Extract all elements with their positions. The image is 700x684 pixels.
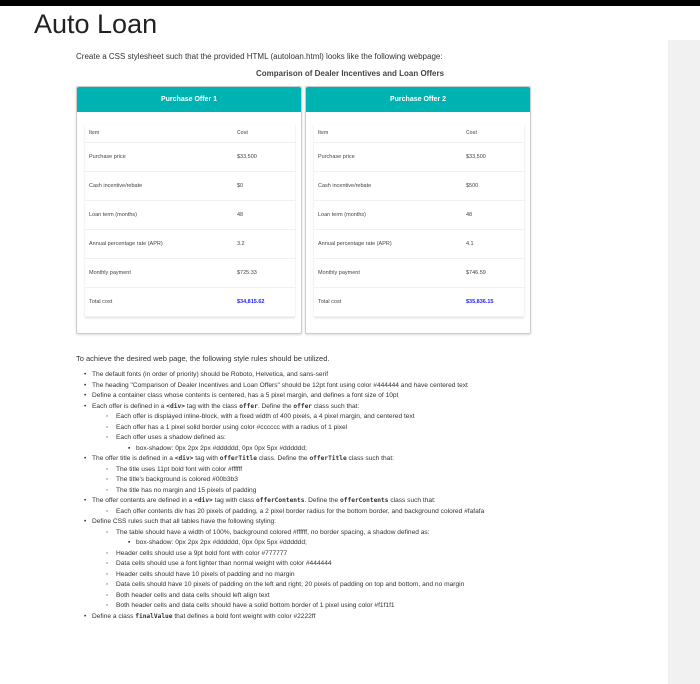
rule-text: Both header cells and data cells should left align text [116, 591, 270, 599]
rule-text: Header cells should have 10 pixels of padding and no margin [116, 570, 295, 578]
rule-text: class such that: [346, 455, 394, 462]
table-row [85, 287, 295, 316]
rule-text: . Define the [257, 402, 294, 410]
table-row [85, 258, 295, 287]
rule-code: <div> [166, 402, 185, 410]
table-row [314, 200, 524, 229]
cost-cell: $746.59 [426, 258, 524, 287]
rule-code: offerContents [256, 497, 305, 504]
rule-subitem [80, 549, 660, 560]
rule-item [80, 517, 660, 528]
rule-code: offer [239, 402, 258, 410]
rule-code: offerTitle [219, 455, 258, 462]
rule-subitem [80, 591, 660, 602]
rule-item [80, 370, 660, 381]
rule-subitem [80, 486, 660, 497]
cost-cell: $33,500 [426, 142, 524, 171]
header-item: Item [85, 124, 197, 142]
rule-subitem [80, 423, 660, 434]
rule-subsubitem [80, 444, 660, 455]
offer-title: Purchase Offer 2 [306, 87, 530, 112]
rule-text: The default fonts (in order of priority) should be Roboto, Helvetica, and sans-serif [92, 371, 329, 378]
rule-text: Define a container class whose contents is centered, has a 5 pixel margin, and defines a font size of 10pt [92, 392, 399, 399]
rule-item [80, 402, 660, 413]
rule-code: offerContents [340, 497, 389, 504]
rule-text: Each offer is defined in a [92, 402, 167, 410]
rule-text: that defines a bold font weight with color #2222ff [172, 612, 316, 620]
rule-subitem [80, 475, 660, 486]
rule-text: Data cells should use a font lighter than normal weight with color #444444 [116, 560, 332, 567]
table-row [314, 171, 524, 200]
rule-text: Each offer has a 1 pixel solid border using color #cccccc with a radius of 1 pixel [116, 423, 348, 431]
item-cell: Purchase price [85, 142, 197, 171]
cost-cell: $33,500 [197, 142, 295, 171]
cost-cell: 4.1 [426, 229, 524, 258]
rule-subitem [80, 412, 660, 423]
rule-code: <div> [194, 497, 213, 504]
rules-description: To achieve the desired web page, the following style rules should be utilized. [76, 354, 330, 363]
header-cost: Cost [197, 124, 295, 142]
intro-text: Create a CSS stylesheet such that the provided HTML (autoloan.html) looks like the following webpage: [76, 52, 443, 61]
final-value-cell: $35,836.15 [426, 287, 524, 316]
cost-cell: 48 [197, 200, 295, 229]
offer-card-1 [76, 86, 302, 334]
item-cell: Loan term (months) [85, 200, 197, 229]
rule-subitem [80, 507, 660, 518]
rule-text: Both header cells and data cells should have a solid bottom border of 1 pixel using color #f1f1f1 [116, 602, 395, 609]
item-cell: Purchase price [314, 142, 426, 171]
table-header-row [85, 124, 295, 142]
right-margin-strip [668, 40, 700, 684]
table-row [314, 229, 524, 258]
cost-cell: $0 [197, 171, 295, 200]
rule-text: The title's background is colored #00b3b3 [116, 476, 238, 483]
rule-text: Data cells should have 10 pixels of padding on the left and right, 20 pixels of padding on top and bottom, and no margin [116, 581, 465, 588]
rule-text: Header cells should use a 9pt bold font with color #777777 [116, 549, 288, 557]
offer-table [314, 124, 524, 317]
cost-cell: $500 [426, 171, 524, 200]
rule-item [80, 454, 660, 465]
rule-text: box-shadow: 0px 2px 2px #dddddd, 0px 0px 5px #dddddd; [136, 539, 307, 546]
item-cell: Monthly payment [314, 258, 426, 287]
table-row [314, 142, 524, 171]
item-cell: Annual percentage rate (APR) [85, 229, 197, 258]
item-cell: Cash incentive/rebate [314, 171, 426, 200]
rule-code: offerTitle [309, 455, 347, 462]
rule-subitem [80, 465, 660, 476]
rule-text: tag with class [212, 497, 257, 504]
rule-code: <div> [174, 455, 194, 462]
cost-cell: 48 [426, 200, 524, 229]
comparison-heading: Comparison of Dealer Incentives and Loan Offers [255, 69, 445, 78]
rule-text: tag with [193, 455, 220, 462]
rule-text: The offer title is defined in a [92, 455, 175, 462]
rule-text: tag with the class [184, 402, 240, 410]
rule-item [80, 496, 660, 507]
rule-text: . Define the [304, 497, 341, 504]
rule-text: Each offer is displayed inline-block, with a fixed width of 400 pixels, a 4 pixel margin, and centered text [116, 413, 415, 420]
rule-subitem [80, 570, 660, 581]
header-item: Item [314, 124, 426, 142]
table-row [85, 171, 295, 200]
rule-subsubitem [80, 538, 660, 549]
rule-text: The offer contents are defined in a [92, 497, 195, 504]
rule-text: class. Define the [257, 455, 310, 462]
rule-code: finalValue [135, 612, 173, 620]
rule-item [80, 381, 660, 392]
rule-code: offer [293, 402, 313, 410]
rule-subitem [80, 433, 660, 444]
rule-text: The heading "Comparison of Dealer Incentives and Loan Offers" should be 12pt font using color #444444 and have centered text [92, 381, 468, 389]
rule-text: Each offer contents div has 20 pixels of padding, a 2 pixel border radius for the bottom border, and background colored #fafafa [116, 507, 485, 515]
item-cell: Annual percentage rate (APR) [314, 229, 426, 258]
offer-contents [85, 124, 295, 317]
offer-table [85, 124, 295, 317]
item-cell: Loan term (months) [314, 200, 426, 229]
item-cell: Total cost [314, 287, 426, 316]
table-row [85, 229, 295, 258]
rule-subitem [80, 559, 660, 570]
table-row [85, 200, 295, 229]
rule-item [80, 391, 660, 402]
offer-card-2 [305, 86, 531, 334]
rule-subitem [80, 580, 660, 591]
table-header-row [314, 124, 524, 142]
item-cell: Total cost [85, 287, 197, 316]
table-row [314, 258, 524, 287]
item-cell: Monthly payment [85, 258, 197, 287]
rule-subitem [80, 601, 660, 612]
header-cost: Cost [426, 124, 524, 142]
table-row [85, 142, 295, 171]
rule-text: Define CSS rules such that all tables have the following styling: [92, 518, 276, 525]
rule-item [80, 612, 660, 623]
rule-text: The title has no margin and 15 pixels of padding [116, 486, 257, 494]
rule-text: Define a class [92, 612, 136, 620]
rule-text: The title uses 11pt bold font with color #ffffff [116, 465, 243, 473]
rule-subitem [80, 528, 660, 539]
table-row [314, 287, 524, 316]
rule-text: Each offer uses a shadow defined as: [116, 434, 226, 441]
rule-text: The table should have a width of 100%, background colored #ffffff, no border spacing, a shadow defined as: [116, 528, 430, 536]
offer-contents [314, 124, 524, 317]
offer-title: Purchase Offer 1 [77, 87, 301, 112]
page-title: Auto Loan [34, 9, 158, 39]
rule-text: box-shadow: 0px 2px 2px #dddddd, 0px 0px 5px #dddddd; [136, 444, 307, 452]
style-rules-list [80, 370, 660, 622]
rule-text: class such that: [388, 497, 436, 504]
item-cell: Cash incentive/rebate [85, 171, 197, 200]
final-value-cell: $34,815.62 [197, 287, 295, 316]
cost-cell: $725.33 [197, 258, 295, 287]
rule-text: class such that: [312, 402, 360, 410]
cost-cell: 3.2 [197, 229, 295, 258]
